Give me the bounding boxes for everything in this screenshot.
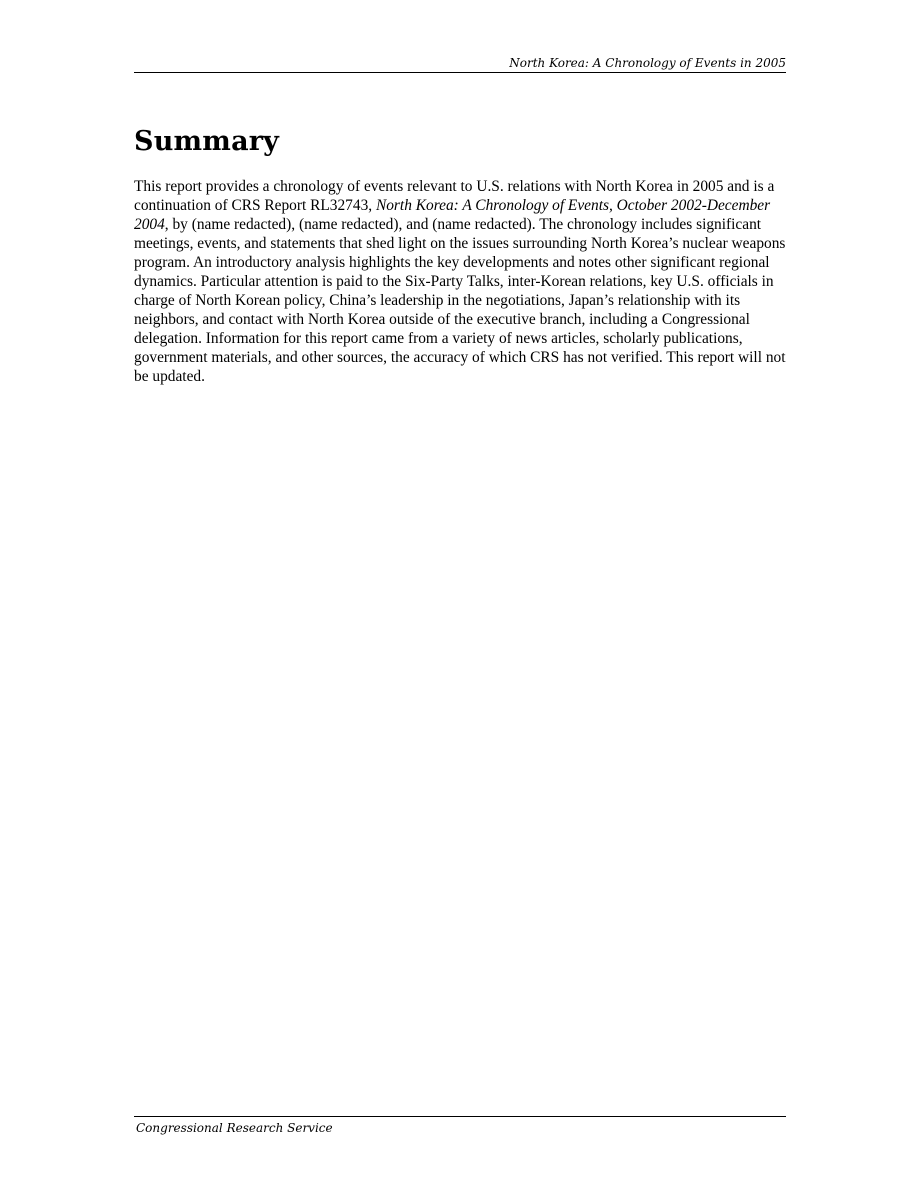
summary-text-part-1: This report provides a chronology of events relevant to U.S. relations with North Korea in 2005 and is a continuation of CRS Report RL32743, (134, 178, 775, 214)
running-header-title: North Korea: A Chronology of Events in 2005 (509, 56, 786, 70)
cited-report-title: North Korea: A Chronology of Events, October 2002-December 2004 (134, 197, 771, 233)
summary-paragraph (134, 177, 788, 386)
header-divider (134, 72, 786, 73)
footer-divider (134, 1116, 786, 1117)
running-footer-publisher: Congressional Research Service (136, 1121, 333, 1135)
section-heading: Summary (134, 126, 280, 157)
summary-text-part-2: , by (name redacted), (name redacted), and (name redacted). The chronology includes significant meetings, events, and statements that shed light on the issues surrounding North Korea’s nuclear weapons program. An introductory analysis highlights the key developments and notes other significant regional dynamics. Particular attention is paid to the Six-Party Talks, inter-Korean relations, key U.S. officials in charge of North Korean policy, China’s leadership in the negotiations, Japan’s relationship with its neighbors, and contact with North Korea outside of the executive branch, including a Congressional delegation. Information for this report came from a variety of news articles, scholarly publications, government materials, and other sources, the accuracy of which CRS has not verified. This report will not be updated. (134, 216, 786, 385)
